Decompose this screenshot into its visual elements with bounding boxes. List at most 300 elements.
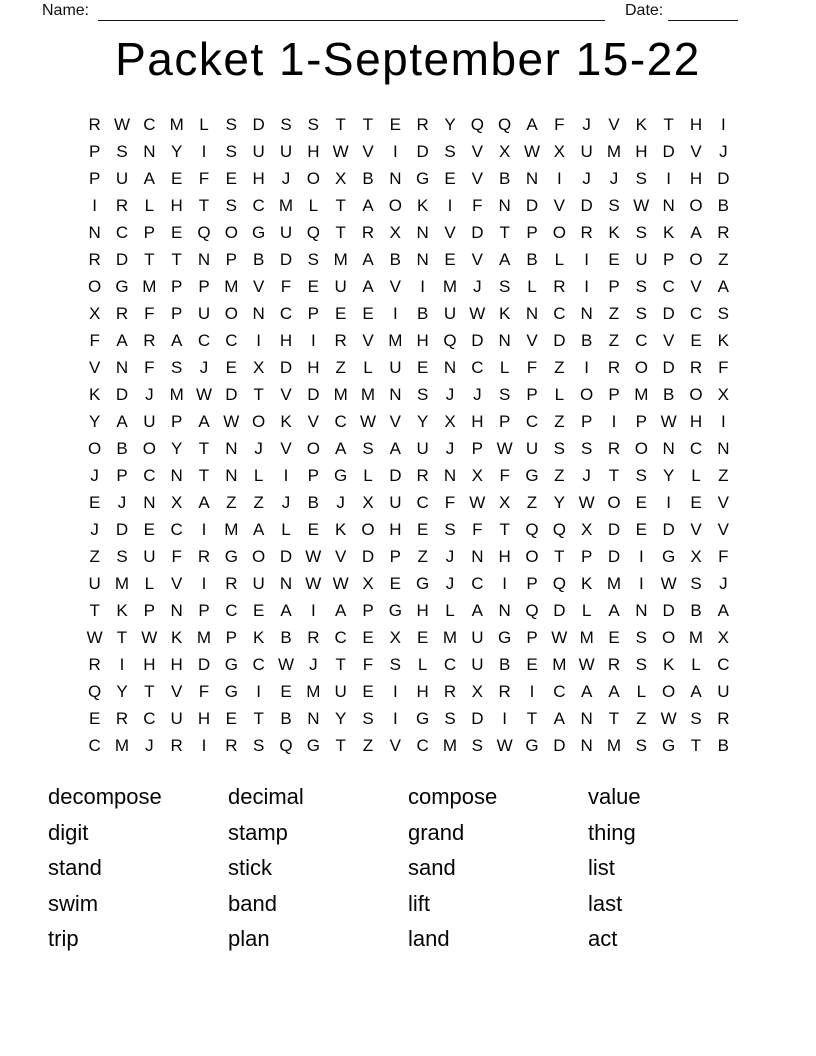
grid-letter: K (416, 196, 429, 215)
grid-letter: W (86, 628, 103, 647)
grid-letter: M (388, 331, 403, 350)
grid-letter: A (608, 601, 620, 620)
grid-letter: J (609, 169, 619, 188)
word-search-grid (81, 111, 737, 759)
grid-letter: N (443, 358, 457, 377)
grid-letter: V (690, 520, 702, 539)
grid-letter: N (252, 304, 265, 323)
grid-letter: H (635, 142, 648, 161)
grid-letter: G (416, 574, 430, 593)
grid-letter: K (170, 628, 183, 647)
grid-letter: U (279, 142, 293, 161)
grid-letter: P (580, 547, 593, 566)
grid-letter: D (471, 223, 484, 242)
grid-letter: T (554, 547, 565, 566)
grid-letter: A (116, 331, 128, 350)
grid-letter: C (471, 358, 484, 377)
grid-letter: A (116, 412, 128, 431)
grid-letter: V (662, 331, 675, 350)
grid-letter: U (443, 304, 457, 323)
grid-letter: G (224, 682, 238, 701)
grid-letter: P (170, 304, 183, 323)
grid-letter: S (170, 358, 183, 377)
grid-letter: R (170, 736, 183, 755)
grid-letter: S (389, 655, 401, 674)
grid-letter: V (471, 250, 483, 269)
grid-letter: N (197, 250, 211, 269)
grid-letter: J (281, 493, 291, 512)
grid-letter: K (662, 223, 675, 242)
grid-letter: Y (444, 115, 456, 134)
grid-letter: E (362, 304, 374, 323)
grid-letter: T (198, 439, 210, 458)
grid-letter: E (444, 250, 456, 269)
grid-letter: S (498, 277, 511, 296)
date-label: Date: (625, 2, 664, 19)
grid-letter: A (717, 277, 729, 296)
grid-letter: R (225, 736, 238, 755)
grid-letter: F (144, 304, 155, 323)
grid-letter: A (198, 412, 210, 431)
grid-letter: M (634, 385, 649, 404)
grid-letter: C (143, 115, 156, 134)
grid-letter: Q (552, 520, 566, 539)
grid-letter: I (392, 304, 398, 323)
grid-letter: C (553, 682, 566, 701)
grid-letter: G (115, 277, 129, 296)
grid-letter: C (689, 439, 703, 458)
grid-letter: B (280, 709, 292, 728)
grid-letter: X (362, 574, 374, 593)
grid-letter: I (666, 493, 672, 512)
grid-letter: I (556, 169, 562, 188)
grid-letter: B (498, 169, 511, 188)
grid-letter: F (499, 466, 510, 485)
word-list-item: grand (408, 819, 465, 845)
grid-letter: I (502, 709, 508, 728)
grid-letter: H (471, 412, 484, 431)
grid-letter: T (499, 520, 510, 539)
grid-letter: F (280, 277, 292, 296)
grid-letter: W (277, 655, 295, 674)
grid-letter: N (443, 466, 457, 485)
grid-letter: E (416, 520, 429, 539)
grid-letter: U (717, 682, 730, 701)
grid-letter: W (496, 736, 513, 755)
grid-letter: O (388, 196, 402, 215)
word-list-item: thing (588, 819, 636, 845)
grid-letter: F (526, 358, 538, 377)
grid-letter: K (88, 385, 101, 404)
grid-letter: R (88, 655, 101, 674)
grid-letter: S (690, 574, 702, 593)
grid-letter: D (197, 655, 211, 674)
grid-letter: P (88, 142, 101, 161)
grid-letter: E (444, 169, 456, 188)
grid-letter: H (197, 709, 211, 728)
grid-letter: N (225, 466, 238, 485)
grid-letter: M (579, 628, 594, 647)
grid-letter: X (498, 142, 511, 161)
grid-letter: Y (553, 493, 565, 512)
grid-letter: C (197, 331, 211, 350)
grid-letter: P (143, 601, 155, 620)
grid-letter: I (611, 412, 617, 431)
grid-letter: U (197, 304, 211, 323)
grid-letter: I (666, 169, 672, 188)
grid-letter: Q (525, 601, 539, 620)
grid-letter: I (529, 682, 535, 701)
grid-letter: G (334, 466, 348, 485)
word-list-item: stamp (228, 819, 288, 845)
grid-letter: M (552, 655, 567, 674)
grid-letter: X (498, 493, 511, 512)
grid-letter: X (717, 628, 729, 647)
grid-letter: C (334, 412, 347, 431)
grid-letter: N (498, 601, 511, 620)
grid-letter: S (635, 628, 647, 647)
grid-letter: C (143, 709, 156, 728)
grid-letter: F (444, 493, 456, 512)
grid-letter: D (553, 736, 566, 755)
grid-letter: R (607, 655, 621, 674)
grid-letter: A (389, 439, 401, 458)
grid-letter: O (662, 628, 676, 647)
grid-letter: E (635, 493, 647, 512)
grid-letter: U (115, 169, 129, 188)
grid-letter: R (225, 574, 238, 593)
grid-letter: H (307, 142, 320, 161)
grid-letter: D (115, 385, 129, 404)
page-title: Packet 1-September 15-22 (115, 33, 701, 85)
grid-letter: I (392, 142, 398, 161)
grid-letter: C (525, 412, 539, 431)
grid-letter: G (416, 169, 430, 188)
grid-letter: O (252, 412, 266, 431)
grid-letter: N (389, 385, 402, 404)
grid-letter: O (689, 250, 703, 269)
grid-letter: B (717, 736, 729, 755)
grid-letter: G (416, 709, 430, 728)
grid-letter: Z (554, 412, 565, 431)
grid-letter: P (225, 628, 237, 647)
word-list-item: swim (48, 890, 99, 916)
grid-letter: S (225, 115, 237, 134)
grid-letter: R (607, 358, 621, 377)
grid-letter: U (471, 628, 484, 647)
grid-letter: I (92, 196, 98, 215)
grid-letter: X (580, 520, 593, 539)
grid-letter: R (416, 466, 429, 485)
grid-letter: P (198, 601, 210, 620)
grid-letter: T (335, 196, 346, 215)
grid-letter: G (252, 223, 266, 242)
grid-letter: P (471, 439, 483, 458)
grid-letter: K (662, 655, 675, 674)
grid-letter: W (305, 574, 322, 593)
grid-letter: C (143, 466, 156, 485)
grid-letter: E (362, 682, 374, 701)
grid-letter: W (578, 493, 595, 512)
grid-letter: G (306, 736, 320, 755)
grid-letter: V (690, 142, 702, 161)
grid-letter: C (252, 196, 265, 215)
grid-letter: P (170, 277, 183, 296)
grid-letter: D (525, 196, 539, 215)
grid-letter: T (362, 115, 374, 134)
grid-letter: S (635, 736, 647, 755)
grid-letter: T (198, 196, 210, 215)
grid-letter: I (584, 250, 590, 269)
grid-letter: D (389, 466, 402, 485)
grid-letter: E (608, 250, 620, 269)
grid-letter: T (526, 709, 538, 728)
grid-letter: W (469, 304, 486, 323)
grid-letter: L (527, 277, 537, 296)
grid-letter: J (473, 277, 482, 296)
grid-letter: N (525, 169, 539, 188)
grid-letter: J (582, 115, 591, 134)
grid-letter: N (143, 142, 156, 161)
grid-letter: A (170, 331, 183, 350)
grid-letter: K (280, 412, 292, 431)
grid-letter: B (498, 655, 511, 674)
grid-letter: U (252, 142, 265, 161)
grid-letter: A (362, 196, 374, 215)
word-list-item: list (588, 855, 615, 881)
grid-letter: T (608, 709, 620, 728)
grid-letter: M (114, 574, 130, 593)
grid-letter: E (362, 628, 374, 647)
grid-letter: F (554, 115, 565, 134)
grid-letter: N (580, 304, 593, 323)
grid-letter: M (278, 196, 294, 215)
grid-letter: N (389, 169, 402, 188)
grid-letter: S (416, 385, 429, 404)
grid-letter: R (498, 682, 511, 701)
grid-letter: H (416, 331, 429, 350)
grid-letter: X (334, 169, 347, 188)
grid-letter: U (143, 412, 156, 431)
grid-letter: Q (525, 520, 539, 539)
grid-letter: N (580, 736, 593, 755)
grid-letter: I (447, 196, 453, 215)
grid-letter: Y (88, 412, 101, 431)
word-list-item: sand (408, 855, 456, 881)
grid-letter: R (334, 331, 347, 350)
grid-letter: D (662, 142, 675, 161)
grid-letter: N (416, 223, 429, 242)
grid-letter: H (689, 169, 703, 188)
grid-letter: M (224, 277, 239, 296)
grid-letter: M (442, 277, 458, 296)
word-list-item: digit (48, 819, 89, 845)
grid-letter: G (224, 655, 238, 674)
grid-letter: I (720, 412, 726, 431)
grid-letter: V (471, 142, 483, 161)
grid-letter: T (499, 223, 510, 242)
grid-letter: X (553, 142, 565, 161)
grid-letter: T (198, 466, 210, 485)
grid-letter: M (306, 682, 321, 701)
grid-letter: P (225, 250, 237, 269)
grid-letter: L (308, 196, 319, 215)
grid-letter: J (254, 439, 263, 458)
grid-letter: W (633, 196, 650, 215)
grid-letter: A (717, 601, 729, 620)
grid-letter: I (638, 547, 644, 566)
grid-letter: B (280, 628, 292, 647)
grid-letter: L (445, 601, 455, 620)
grid-letter: P (662, 250, 675, 269)
grid-letter: E (307, 277, 319, 296)
grid-letter: I (119, 655, 125, 674)
grid-letter: Q (279, 736, 293, 755)
grid-letter: N (115, 358, 129, 377)
grid-letter: S (471, 736, 483, 755)
grid-letter: A (498, 250, 511, 269)
grid-letter: P (143, 223, 155, 242)
grid-letter: I (420, 277, 426, 296)
grid-letter: R (197, 547, 211, 566)
grid-letter: X (170, 493, 183, 512)
grid-letter: M (142, 277, 157, 296)
grid-letter: E (389, 574, 401, 593)
grid-letter: K (498, 304, 511, 323)
grid-letter: T (89, 601, 100, 620)
grid-letter: F (362, 655, 374, 674)
grid-letter: O (634, 358, 648, 377)
grid-letter: V (280, 385, 292, 404)
grid-letter: E (225, 358, 237, 377)
grid-letter: L (636, 682, 647, 701)
grid-letter: R (443, 682, 457, 701)
grid-letter: F (198, 169, 210, 188)
grid-letter: L (144, 574, 155, 593)
grid-letter: L (499, 358, 510, 377)
grid-letter: I (256, 682, 262, 701)
grid-letter: T (253, 709, 264, 728)
grid-letter: I (310, 601, 316, 620)
grid-letter: S (225, 196, 237, 215)
grid-letter: N (170, 601, 183, 620)
grid-letter: S (362, 439, 374, 458)
grid-letter: O (552, 223, 566, 242)
grid-letter: D (471, 709, 484, 728)
grid-letter: W (141, 628, 158, 647)
grid-letter: J (117, 493, 127, 512)
grid-letter: S (635, 655, 647, 674)
grid-letter: W (195, 385, 213, 404)
grid-letter: U (389, 358, 402, 377)
grid-letter: H (252, 169, 265, 188)
grid-letter: S (307, 250, 319, 269)
grid-letter: Z (335, 358, 346, 377)
grid-letter: U (635, 250, 648, 269)
grid-letter: Z (417, 547, 428, 566)
grid-letter: S (252, 736, 265, 755)
grid-letter: G (388, 601, 402, 620)
grid-letter: C (115, 223, 129, 242)
grid-letter: K (252, 628, 265, 647)
grid-letter: D (717, 169, 730, 188)
grid-letter: I (392, 682, 398, 701)
grid-letter: H (389, 520, 402, 539)
grid-letter: Q (470, 115, 484, 134)
grid-letter: A (334, 601, 347, 620)
date-blank-line (668, 4, 738, 21)
grid-letter: Z (362, 736, 374, 755)
grid-letter: N (525, 304, 539, 323)
grid-letter: R (553, 277, 566, 296)
grid-letter: B (362, 169, 374, 188)
grid-letter: S (580, 439, 593, 458)
grid-letter: Z (608, 331, 620, 350)
grid-letter: N (580, 709, 593, 728)
grid-letter: L (554, 250, 565, 269)
grid-letter: P (608, 277, 620, 296)
grid-letter: M (333, 385, 348, 404)
grid-letter: A (526, 115, 538, 134)
grid-letter: I (256, 331, 262, 350)
grid-letter: H (689, 115, 703, 134)
word-list-item: stick (228, 855, 272, 881)
grid-letter: A (690, 682, 702, 701)
grid-letter: O (88, 439, 102, 458)
grid-letter: J (90, 520, 99, 539)
grid-letter: S (553, 439, 565, 458)
grid-letter: U (416, 439, 429, 458)
grid-letter: B (116, 439, 128, 458)
grid-letter: W (332, 142, 349, 161)
grid-letter: A (143, 169, 155, 188)
grid-letter: T (171, 250, 182, 269)
grid-letter: R (115, 709, 129, 728)
grid-letter: I (502, 574, 508, 593)
grid-letter: N (170, 466, 183, 485)
grid-letter: S (116, 142, 128, 161)
grid-letter: X (690, 547, 702, 566)
grid-letter: J (309, 655, 318, 674)
grid-letter: V (444, 223, 456, 242)
grid-letter: O (689, 385, 703, 404)
grid-letter: U (334, 682, 347, 701)
grid-letter: Z (526, 493, 538, 512)
grid-letter: C (279, 304, 293, 323)
grid-letter: S (635, 304, 647, 323)
grid-letter: D (471, 331, 484, 350)
grid-letter: C (416, 736, 429, 755)
grid-letter: B (526, 250, 538, 269)
grid-letter: S (444, 709, 456, 728)
grid-letter: O (224, 304, 238, 323)
grid-letter: I (201, 574, 207, 593)
grid-letter: I (283, 466, 289, 485)
grid-letter: U (580, 142, 593, 161)
grid-letter: W (523, 142, 541, 161)
grid-letter: I (201, 520, 207, 539)
grid-letter: E (635, 520, 647, 539)
grid-letter: V (389, 277, 401, 296)
grid-letter: E (608, 628, 620, 647)
grid-letter: M (606, 736, 622, 755)
grid-letter: R (689, 358, 703, 377)
grid-letter: Y (334, 709, 347, 728)
grid-letter: R (115, 304, 129, 323)
grid-letter: J (336, 493, 345, 512)
grid-letter: R (607, 439, 621, 458)
grid-letter: Q (552, 574, 566, 593)
